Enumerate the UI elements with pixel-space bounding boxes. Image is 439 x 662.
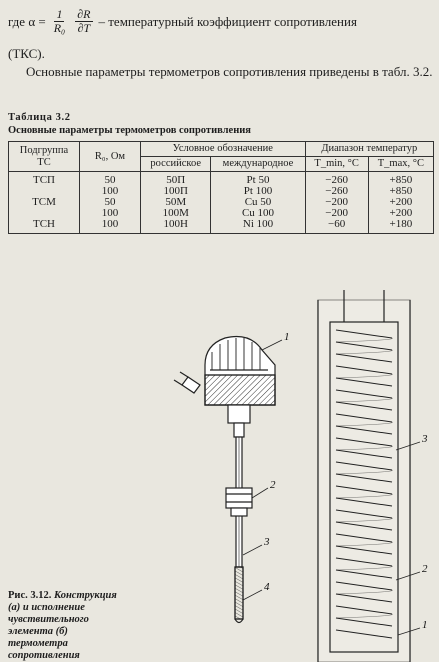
- cell-ru: 50П: [141, 172, 211, 187]
- label-2a: 2: [270, 479, 276, 491]
- sensing-element: [318, 290, 420, 662]
- cell-ru: 100Н: [141, 219, 211, 234]
- cell-tmax: +850: [368, 172, 433, 187]
- cell-tmax: +180: [368, 219, 433, 234]
- cell-intl: Pt 100: [211, 186, 305, 197]
- cell-r0: 100: [80, 208, 141, 219]
- header-range: Диапазон температур: [305, 142, 433, 157]
- header-designation: Условное обозначение: [141, 142, 306, 157]
- fraction-2: [75, 8, 92, 35]
- cell-tmin: −200: [305, 197, 368, 208]
- cell-ru: 100М: [141, 208, 211, 219]
- cell-tmin: −260: [305, 172, 368, 187]
- params-table: [8, 141, 434, 234]
- cell-intl: Pt 50: [211, 172, 305, 187]
- cell-tmin: −200: [305, 208, 368, 219]
- table-row: [9, 172, 434, 187]
- cell-intl: Ni 100: [211, 219, 305, 234]
- cell-ru: 100П: [141, 186, 211, 197]
- header-tmin: T_min, °C: [305, 157, 368, 172]
- table-row: [9, 197, 434, 208]
- formula-prefix: где α =: [8, 13, 46, 29]
- header-russian: российское: [141, 157, 211, 172]
- label-1b: 1: [422, 619, 428, 631]
- cell-r0: 50: [80, 197, 141, 208]
- table-row: [9, 219, 434, 234]
- thermometer-assembly: [174, 337, 282, 623]
- cell-tmax: +850: [368, 186, 433, 197]
- cell-intl: Cu 50: [211, 197, 305, 208]
- tks-text: (ТКС).: [8, 46, 45, 61]
- figure-caption: [8, 590, 128, 662]
- cell-group: ТСП: [9, 172, 80, 187]
- label-1a: 1: [284, 331, 290, 343]
- fraction-1-denominator: R₀: [53, 21, 66, 35]
- caption-label: Рис. 3.12.: [8, 590, 52, 601]
- cell-tmin: −60: [305, 219, 368, 234]
- cell-tmin: −260: [305, 186, 368, 197]
- table-row: [9, 208, 434, 219]
- fraction-2-numerator: ∂R: [77, 7, 91, 21]
- cell-group: ТСМ: [9, 197, 80, 208]
- body-paragraph: Основные параметры термометров сопротивления приведены в табл. 3.2.: [26, 64, 433, 79]
- cell-r0: 100: [80, 219, 141, 234]
- header-r0: R₀, Ом: [80, 142, 141, 172]
- cell-tmax: +200: [368, 197, 433, 208]
- label-4a: 4: [264, 581, 270, 593]
- cell-tmax: +200: [368, 208, 433, 219]
- formula-line: [8, 8, 433, 35]
- label-2b: 2: [422, 563, 428, 575]
- cell-ru: 50М: [141, 197, 211, 208]
- table-title: Основные параметры термометров сопротивления: [8, 125, 251, 136]
- caption-text: Конструкция (а) и исполнение чувствительного элемента (б) термометра сопротивления: [8, 590, 117, 661]
- cell-group: ТСН: [9, 219, 80, 234]
- table-label: Таблица 3.2: [8, 112, 71, 123]
- cell-r0: 50: [80, 172, 141, 187]
- fraction-1: [52, 8, 68, 35]
- fraction-1-numerator: 1: [56, 7, 63, 21]
- label-3a: 3: [264, 536, 270, 548]
- header-tmax: T_max, °C: [368, 157, 433, 172]
- header-subgroup: Подгруппа ТС: [9, 142, 80, 172]
- header-international: международное: [211, 157, 305, 172]
- table-row: [9, 186, 434, 197]
- fraction-2-denominator: ∂T: [77, 21, 91, 35]
- formula-suffix: – температурный коэффициент сопротивления: [98, 13, 357, 29]
- cell-r0: 100: [80, 186, 141, 197]
- cell-intl: Cu 100: [211, 208, 305, 219]
- label-3b: 3: [422, 433, 428, 445]
